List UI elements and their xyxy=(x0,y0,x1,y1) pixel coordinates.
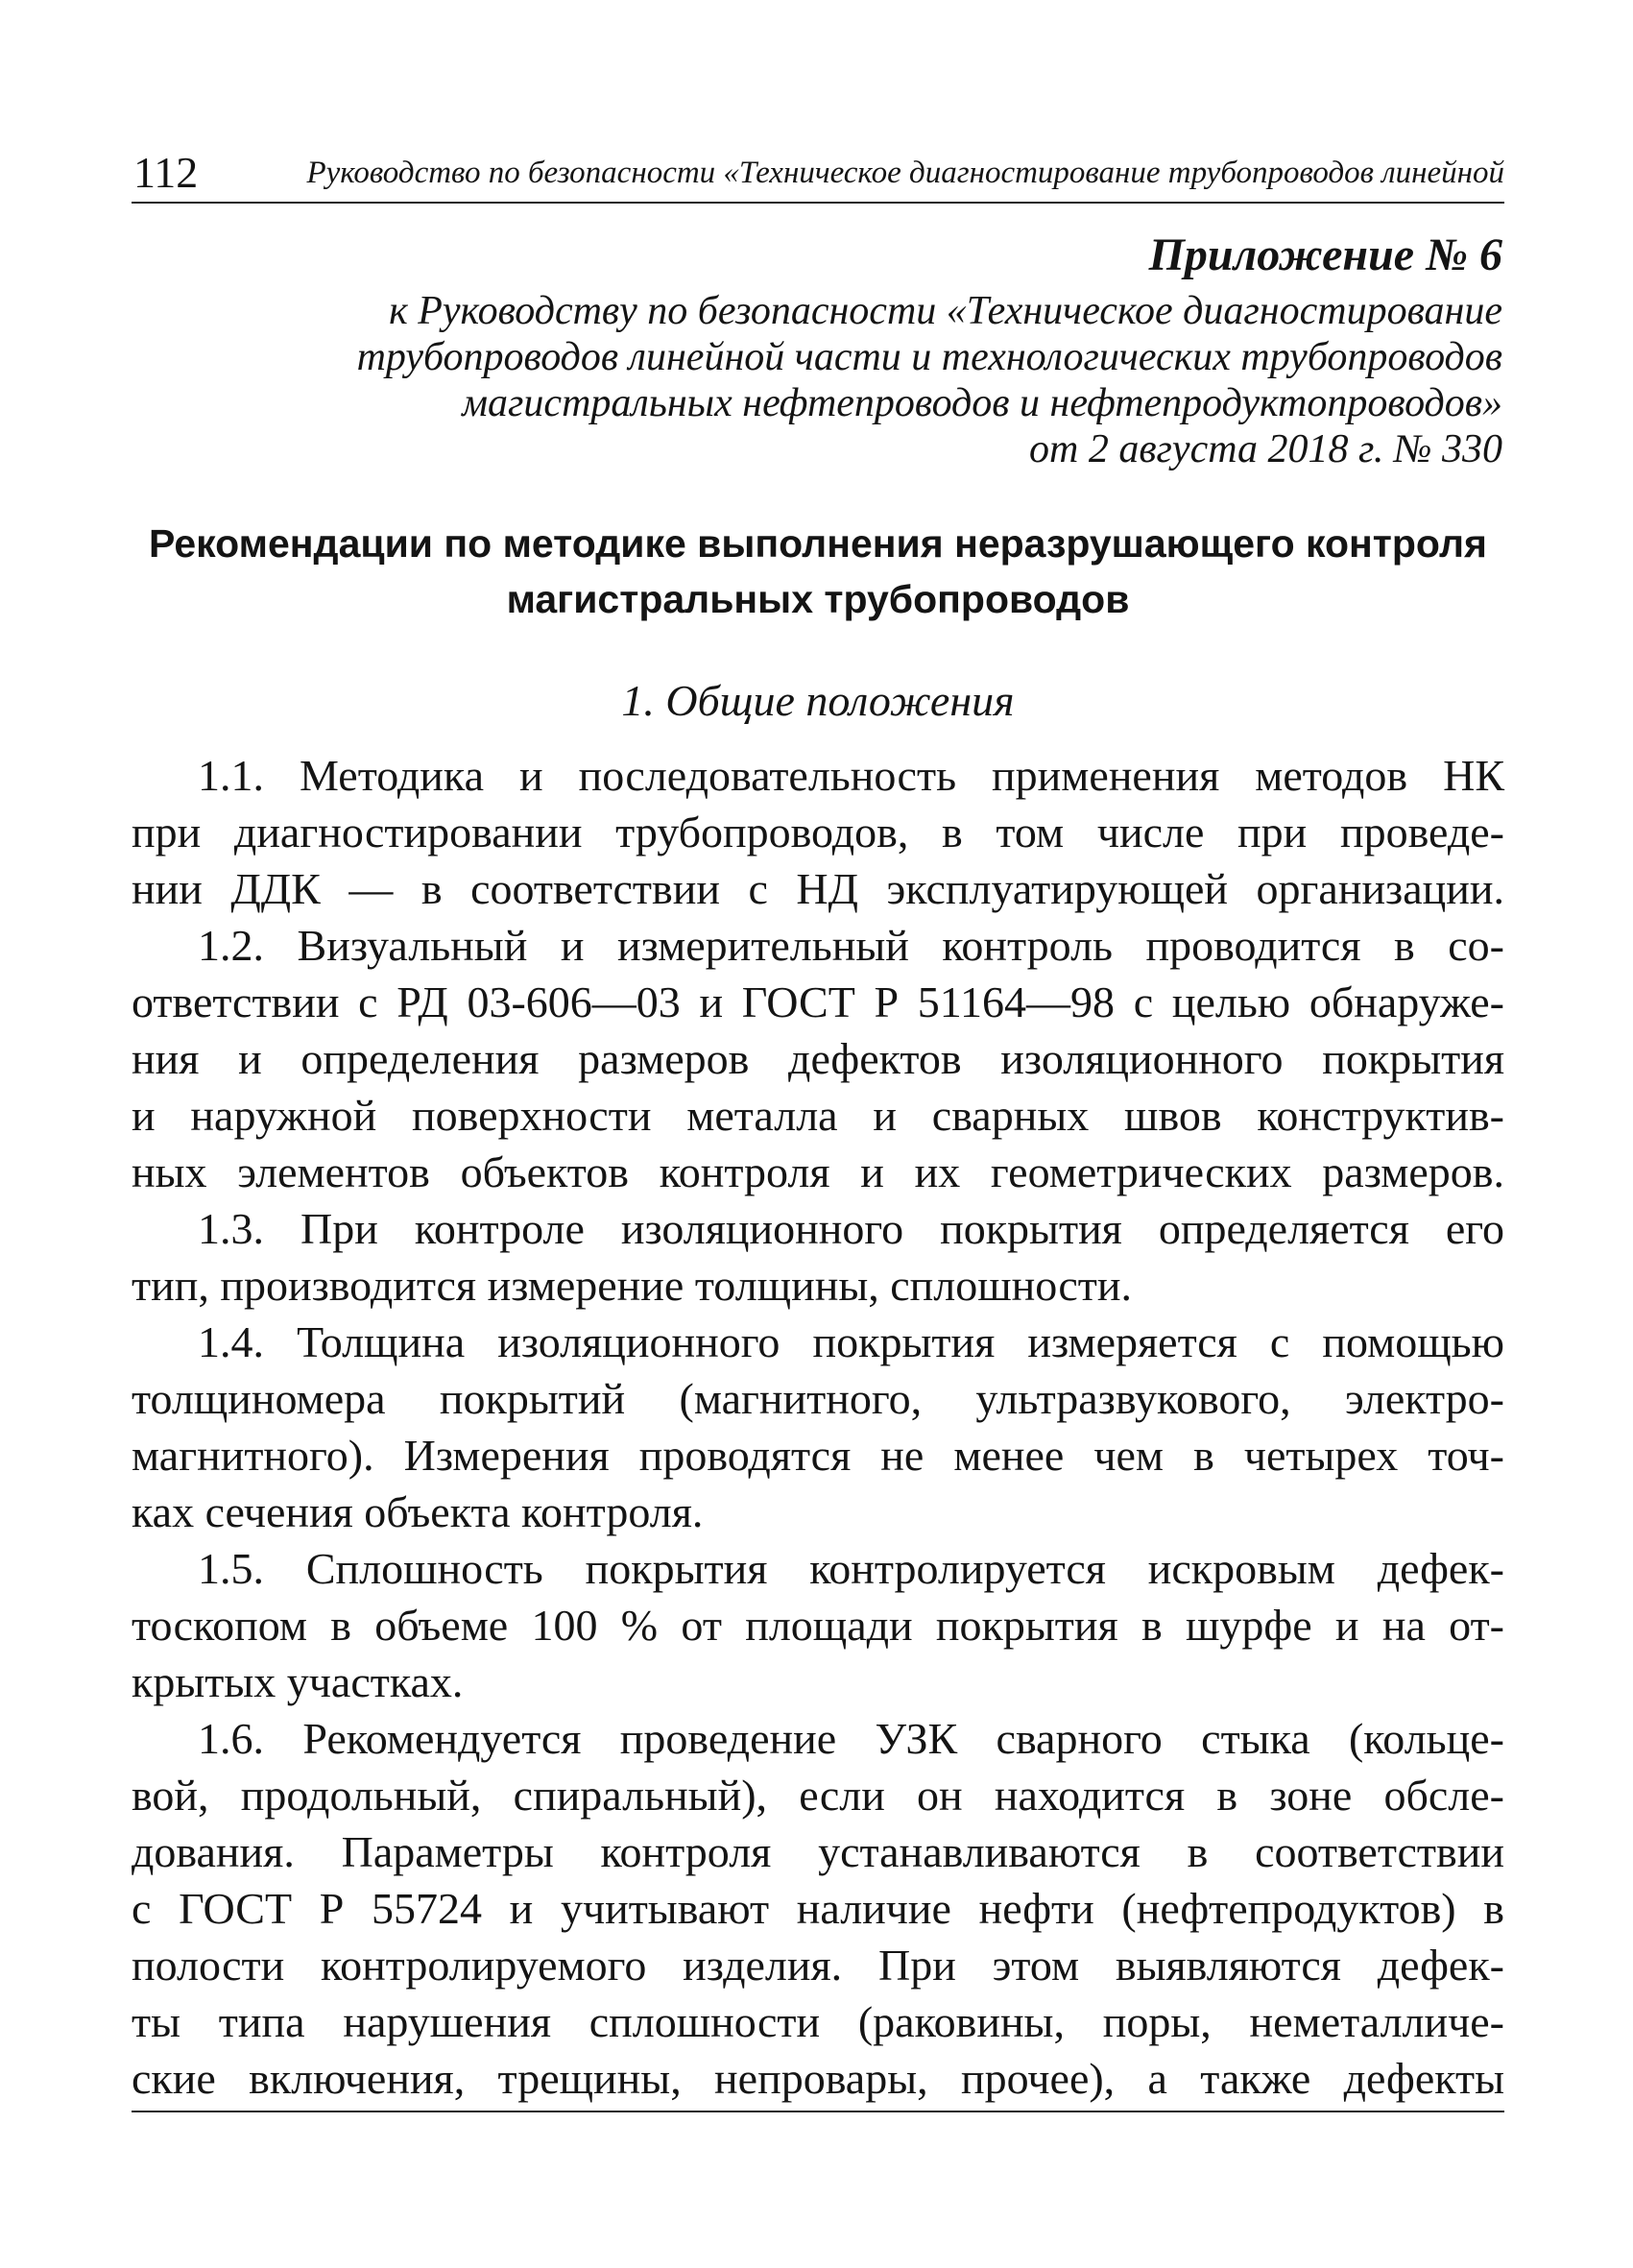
appendix-line: трубопроводов линейной части и технологических трубопроводов xyxy=(356,335,1502,379)
text-line: 1.6. Рекомендуется проведение УЗК сварного стыка (кольце- xyxy=(198,1714,1504,1763)
paragraph-1-2 xyxy=(132,917,1504,1200)
appendix-line: от 2 августа 2018 г. № 330 xyxy=(1028,427,1502,471)
document-title-line: магистральных трубопроводов xyxy=(506,577,1130,621)
text-line: и наружной поверхности металла и сварных швов конструктив- xyxy=(132,1091,1504,1140)
footer-divider xyxy=(132,2111,1504,2112)
text-line: ответствии с РД 03-606—03 и ГОСТ Р 51164—98 с целью обнаруже- xyxy=(132,977,1504,1026)
text-line: дования. Параметры контроля устанавливаются в соответствии xyxy=(132,1827,1504,1876)
text-line: 1.2. Визуальный и измерительный контроль проводится в со- xyxy=(198,921,1504,970)
document-page xyxy=(132,0,1504,2268)
text-line: толщиномера покрытий (магнитного, ультразвукового, электро- xyxy=(132,1374,1504,1423)
text-line: тип, производится измерение толщины, сплошности. xyxy=(132,1261,1133,1310)
text-line: с ГОСТ Р 55724 и учитывают наличие нефти (нефтепродуктов) в xyxy=(132,1884,1504,1933)
text-line: нии ДДК — в соответствии с НД эксплуатирующей организации. xyxy=(132,864,1504,913)
paragraph-1-1 xyxy=(132,747,1504,917)
text-line: 1.5. Сплошность покрытия контролируется искровым дефек- xyxy=(198,1544,1504,1593)
text-line: крытых участках. xyxy=(132,1657,464,1706)
text-line: ных элементов объектов контроля и их геометрических размеров. xyxy=(132,1147,1504,1196)
text-line: ские включения, трещины, непровары, прочее), а также дефекты xyxy=(132,2054,1504,2103)
text-line: ния и определения размеров дефектов изоляционного покрытия xyxy=(132,1034,1504,1083)
page-number: 112 xyxy=(133,148,199,197)
document-title-line: Рекомендации по методике выполнения неразрушающего контроля xyxy=(149,521,1487,566)
appendix-title: Приложение № 6 xyxy=(1148,229,1502,280)
appendix-line: к Руководству по безопасности «Техническое диагностирование xyxy=(389,289,1502,333)
text-line: при диагностировании трубопроводов, в том числе при проведе- xyxy=(132,808,1504,857)
document-title xyxy=(132,516,1504,627)
appendix-line: магистральных нефтепроводов и нефтепродуктопроводов» xyxy=(462,381,1502,425)
text-line: 1.3. При контроле изоляционного покрытия определяется его xyxy=(198,1204,1504,1253)
text-line: ках сечения объекта контроля. xyxy=(132,1487,704,1536)
section-title: 1. Общие положения xyxy=(621,676,1015,725)
paragraph-1-6 xyxy=(132,1710,1504,2107)
appendix-block xyxy=(357,227,1502,472)
text-line: полости контролируемого изделия. При этом выявляются дефек- xyxy=(132,1941,1504,1990)
text-line: магнитного). Измерения проводятся не менее чем в четырех точ- xyxy=(132,1431,1504,1480)
text-line: тоскопом в объеме 100 % от площади покрытия в шурфе и на от- xyxy=(132,1601,1504,1650)
running-title: Руководство по безопасности «Техническое диагностирование трубопроводов линейной xyxy=(306,156,1504,190)
text-line: ты типа нарушения сплошности (раковины, поры, неметалличе- xyxy=(132,1997,1504,2046)
running-header xyxy=(132,144,1504,204)
paragraph-1-4 xyxy=(132,1314,1504,1540)
paragraph-1-3 xyxy=(132,1200,1504,1314)
paragraph-1-5 xyxy=(132,1540,1504,1710)
body-text xyxy=(132,747,1504,2107)
text-line: 1.1. Методика и последовательность применения методов НК xyxy=(198,751,1504,800)
text-line: 1.4. Толщина изоляционного покрытия измеряется с помощью xyxy=(198,1317,1504,1366)
text-line: вой, продольный, спиральный), если он находится в зоне обсле- xyxy=(132,1771,1504,1820)
